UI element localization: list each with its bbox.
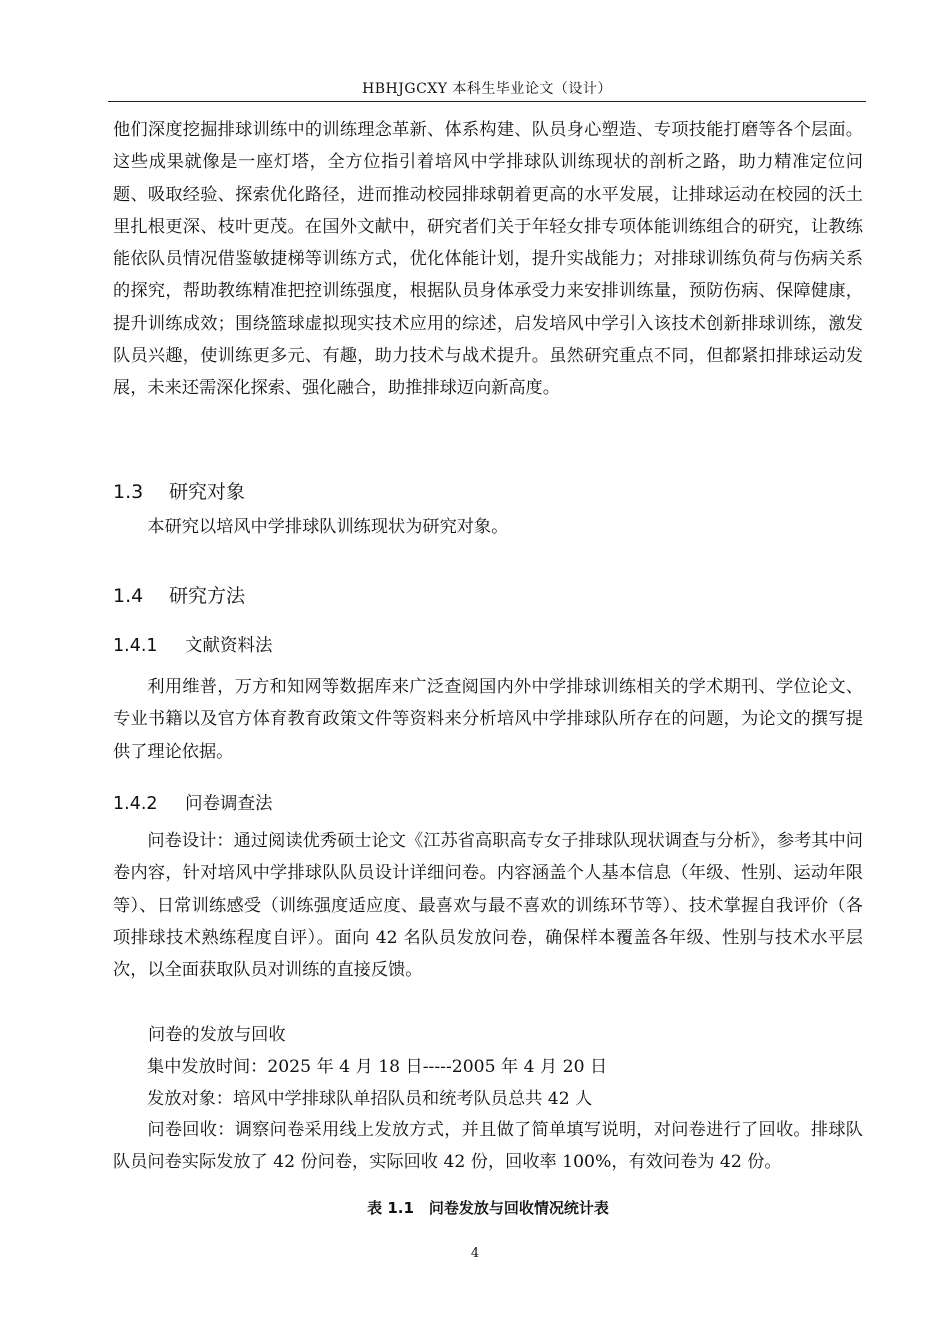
section-1-4-1-number: 1.4.1 bbox=[113, 636, 158, 656]
section-1-4-2-title: 问卷调查法 bbox=[185, 794, 273, 814]
distribution-time: 集中发放时间：2025 年 4 月 18 日-----2005 年 4 月 20 日 bbox=[147, 1057, 608, 1077]
intro-paragraph: 他们深度挖掘排球训练中的训练理念革新、体系构建、队员身心塑造、专项技能打磨等各个层面。这些成果就像是一座灯塔，全方位指引着培风中学排球队训练现状的剖析之路，助力精准定位问题、吸取经验、探索优化路径，进而推动校园排球朝着更高的水平发展，让排球运动在校园的沃土里扎根更深、枝叶更茂。在国外文献中，研究者们关于年轻女排专项体能训练组合的研究，让教练能依队员情况借鉴敏捷梯等训练方式，优化体能计划，提升实战能力；对排球训练负荷与伤病关系的探究，帮助教练精准把控训练强度，根据队员身体承受力来安排训练量，预防伤病、保障健康，提升训练成效；围绕篮球虚拟现实技术应用的综述，启发培风中学引入该技术创新排球训练，激发队员兴趣，使训练更多元、有趣，助力技术与战术提升。虽然研究重点不同，但都紧扣排球运动发展，未来还需深化探索、强化融合，助推排球迈向新高度。 bbox=[113, 120, 863, 399]
section-1-3-number: 1.3 bbox=[113, 481, 144, 503]
section-1-4-heading bbox=[113, 581, 245, 608]
section-1-4-1-body: 利用维普，万方和知网等数据库来广泛查阅国内外中学排球训练相关的学术期刊、学位论文、专业书籍以及官方体育教育政策文件等资料来分析培风中学排球队所存在的问题，为论文的撰写提供了理论依据。 bbox=[113, 677, 863, 762]
header-divider bbox=[108, 101, 866, 102]
section-1-3-title: 研究对象 bbox=[169, 481, 246, 503]
section-1-4-title: 研究方法 bbox=[169, 585, 246, 607]
page-header-title: HBHJGCXY 本科生毕业论文（设计） bbox=[362, 81, 612, 97]
table-caption: 表 1.1 问卷发放与回收情况统计表 bbox=[367, 1199, 609, 1217]
section-1-3-body: 本研究以培风中学排球队训练现状为研究对象。 bbox=[147, 517, 509, 537]
section-1-4-1-title: 文献资料法 bbox=[185, 636, 273, 656]
section-1-4-2-body: 问卷设计：通过阅读优秀硕士论文《江苏省高职高专女子排球队现状调查与分析》，参考其中问卷内容，针对培风中学排球队队员设计详细问卷。内容涵盖个人基本信息（年级、性别、运动年限等）、日常训练感受（训练强度适应度、最喜欢与最不喜欢的训练环节等）、技术掌握自我评价（各项排球技术熟练程度自评）。面向 42 名队员发放问卷，确保样本覆盖各年级、性别与技术水平层次，以全面获取队员对训练的直接反馈。 bbox=[113, 831, 863, 981]
section-1-3-heading bbox=[113, 477, 245, 504]
distribution-heading: 问卷的发放与回收 bbox=[148, 1025, 286, 1045]
section-1-4-2-heading bbox=[113, 790, 273, 815]
section-1-4-2-number: 1.4.2 bbox=[113, 794, 158, 814]
distribution-target: 发放对象：培风中学排球队单招队员和统考队员总共 42 人 bbox=[147, 1089, 593, 1109]
section-1-4-number: 1.4 bbox=[113, 585, 144, 607]
recovery-paragraph: 问卷回收：调察问卷采用线上发放方式，并且做了简单填写说明，对问卷进行了回收。排球队队员问卷实际发放了 42 份问卷，实际回收 42 份，回收率 100%，有效问卷为 42 份。 bbox=[113, 1120, 863, 1173]
section-1-4-1-heading bbox=[113, 632, 273, 657]
page-number: 4 bbox=[470, 1246, 480, 1261]
